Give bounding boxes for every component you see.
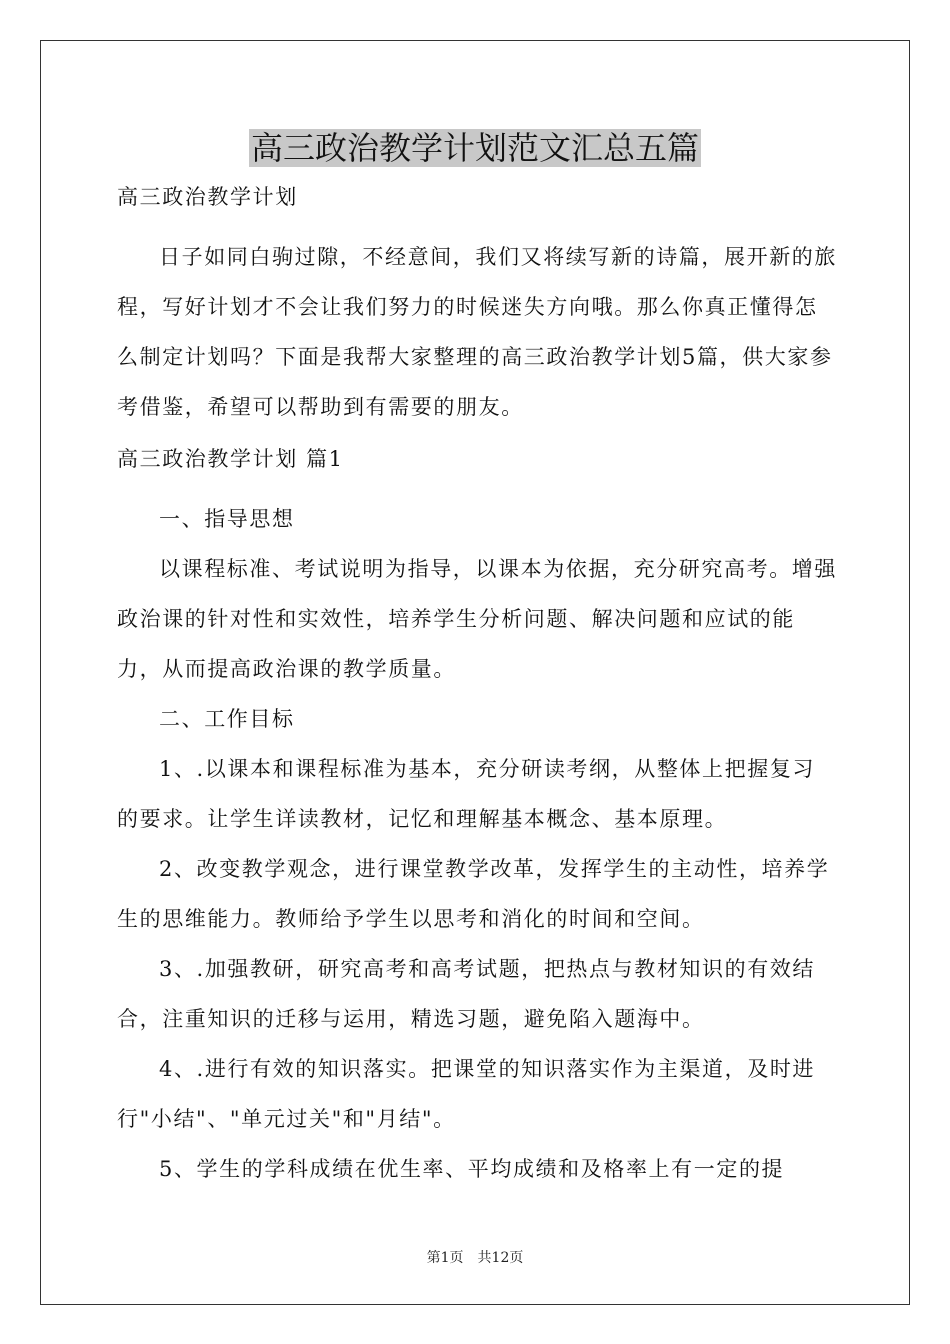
goal-item-4: 4、.进行有效的知识落实。把课堂的知识落实作为主渠道，及时进行"小结"、"单元过关"和"月结"。: [117, 1057, 816, 1131]
goal-item-1: 1、.以课本和课程标准为基本，充分研读考纲，从整体上把握复习的要求。让学生详读教材，记忆和理解基本概念、基本原理。: [117, 757, 816, 831]
section-heading: 高三政治教学计划 篇1: [117, 447, 344, 471]
goal-item-2: 2、改变教学观念，进行课堂教学改革，发挥学生的主动性，培养学生的思维能力。教师给予学生以思考和消化的时间和空间。: [117, 857, 830, 931]
goal-item-3: 3、.加强教研，研究高考和高考试题，把热点与教材知识的有效结合，注重知识的迁移与运用，精选习题，避免陷入题海中。: [117, 957, 816, 1031]
intro-paragraph: 日子如同白驹过隙，不经意间，我们又将续写新的诗篇，展开新的旅程，写好计划才不会让我们努力的时候迷失方向哦。那么你真正懂得怎么制定计划吗？下面是我帮大家整理的高三政治教学计划5篇，供大家参考借鉴，希望可以帮助到有需要的朋友。: [117, 245, 837, 419]
section-heading: 高三政治教学计划: [117, 185, 298, 209]
body-paragraph: 以课程标准、考试说明为指导，以课本为依据，充分研究高考。增强政治课的针对性和实效性，培养学生分析问题、解决问题和应试的能力，从而提高政治课的教学质量。: [117, 557, 837, 681]
document-body: [117, 182, 837, 1194]
subheading-guiding-thought: 一、指导思想: [159, 507, 295, 531]
document-title: [0, 124, 950, 172]
title-text: 高三政治教学计划范文汇总五篇: [250, 129, 699, 167]
subheading-work-goals: 二、工作目标: [159, 707, 295, 731]
goal-item-5: 5、学生的学科成绩在优生率、平均成绩和及格率上有一定的提: [159, 1157, 785, 1181]
page-number-footer: 第1页 共12页: [426, 1250, 524, 1266]
